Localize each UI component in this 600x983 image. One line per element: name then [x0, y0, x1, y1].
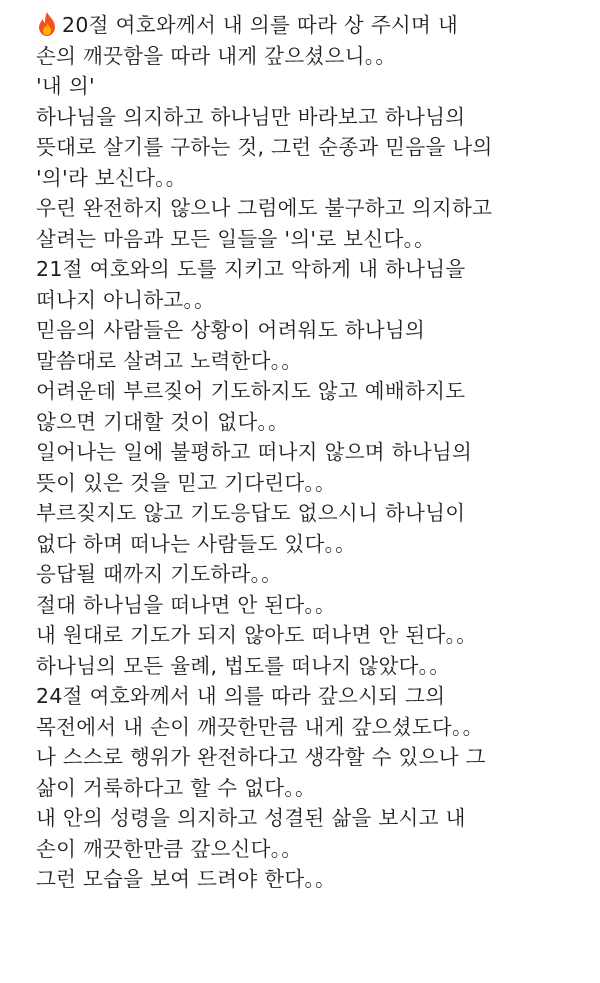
note-line: 살려는 마음과 모든 일들을 '의'로 보신다。。	[36, 226, 435, 251]
note-line: 24절 여호와께서 내 의를 따라 갚으시되 그의	[36, 684, 446, 708]
note-line: 20절 여호와께서 내 의를 따라 상 주시며 내	[36, 10, 578, 41]
note-line: 내 안의 성령을 의지하고 성결된 삶을 보시고 내	[36, 806, 466, 830]
note-line: 부르짖지도 않고 기도응답도 없으시니 하나님이	[36, 501, 466, 525]
note-line: 없다 하며 떠나는 사람들도 있다。。	[36, 531, 356, 556]
note-line: 목전에서 내 손이 깨끗한만큼 내게 갚으셨도다。。	[36, 714, 484, 739]
note-line: 내 원대로 기도가 되지 않아도 떠나면 안 된다。。	[36, 623, 477, 647]
note-line: 하나님을 의지하고 하나님만 바라보고 하나님의	[36, 104, 466, 129]
note-line: '의'라 보신다。。	[36, 165, 187, 190]
note-line: '내 의'	[36, 74, 95, 98]
note-line: 하나님의 모든 율례, 법도를 떠나지 않았다。。	[36, 653, 450, 678]
note-line: 삶이 거룩하다고 할 수 없다。。	[36, 775, 316, 800]
note-line: 일어나는 일에 불평하고 떠나지 않으며 하나님의	[36, 440, 473, 464]
note-line: 말씀대로 살려고 노력한다。。	[36, 348, 303, 373]
note-line: 손의 깨끗함을 따라 내게 갚으셨으니。。	[36, 43, 397, 68]
note-line: 믿음의 사람들은 상황이 어려워도 하나님의	[36, 318, 426, 342]
note-line: 우린 완전하지 않으나 그럼에도 불구하고 의지하고	[36, 196, 493, 220]
note-line: 않으면 기대할 것이 없다。。	[36, 409, 289, 434]
note-line: 나 스스로 행위가 완전하다고 생각할 수 있으나 그	[36, 745, 486, 769]
note-line: 뜻대로 살기를 구하는 것, 그런 순종과 믿음을 나의	[36, 135, 493, 159]
fire-icon	[36, 11, 60, 37]
note-line: 떠나지 아니하고。。	[36, 287, 215, 312]
note-line: 뜻이 있은 것을 믿고 기다린다。。	[36, 470, 336, 495]
note-line: 그런 모습을 보여 드려야 한다。。	[36, 867, 336, 891]
note-line: 21절 여호와의 도를 지키고 악하게 내 하나님을	[36, 257, 466, 281]
note-line: 응답될 때까지 기도하라。。	[36, 562, 283, 586]
note-line: 어려운데 부르짖어 기도하지도 않고 예배하지도	[36, 379, 466, 403]
note-line: 손이 깨끗한만큼 갚으신다。。	[36, 836, 303, 861]
note-line: 절대 하나님을 떠나면 안 된다。。	[36, 592, 336, 617]
